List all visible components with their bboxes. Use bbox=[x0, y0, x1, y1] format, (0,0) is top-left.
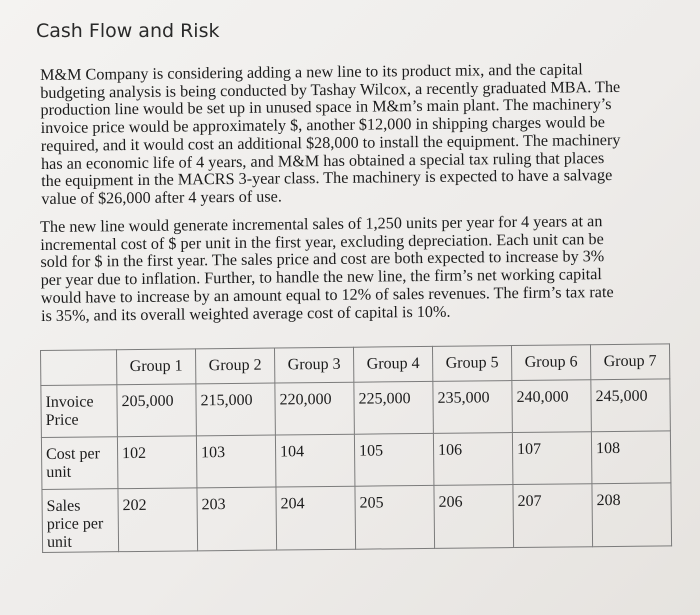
group-data-table bbox=[40, 343, 672, 553]
row-label-cell: Sales price per unit bbox=[42, 489, 119, 553]
table-header-cell: Group 4 bbox=[353, 346, 432, 382]
paragraph-line: the equipment in the MACRS 3-year class. The machinery is expected to have a salvage bbox=[41, 166, 613, 191]
table-cell: 206 bbox=[434, 485, 514, 549]
paragraph-line: has an economic life of 4 years, and M&M has obtained a special tax ruling that places bbox=[40, 148, 605, 173]
paragraph-line: budgeting analysis is being conducted by Tashay Wilcox, a recently graduated MBA. The bbox=[40, 77, 621, 102]
table-cell: 205,000 bbox=[117, 384, 197, 437]
table-cell: 225,000 bbox=[354, 381, 434, 434]
table-cell: 235,000 bbox=[433, 381, 513, 434]
table-cell: 108 bbox=[591, 431, 671, 484]
table-row bbox=[41, 379, 671, 438]
problem-paragraph-2 bbox=[40, 213, 653, 326]
table-header-cell: Group 2 bbox=[195, 348, 274, 384]
table-cell: 204 bbox=[276, 486, 356, 550]
table-cell: 105 bbox=[354, 433, 434, 486]
table-cell: 220,000 bbox=[275, 382, 355, 435]
paragraph-line: incremental cost of $ per unit in the first year, excluding depreciation. Each unit can be bbox=[40, 229, 604, 254]
row-label-cell: Invoice Price bbox=[41, 385, 118, 438]
group-data-table-container bbox=[40, 343, 672, 553]
paragraph-line: value of $26,000 after 4 years of use. bbox=[41, 187, 282, 208]
table-cell: 202 bbox=[118, 488, 198, 552]
table-cell: 207 bbox=[513, 484, 593, 548]
table-cell: 102 bbox=[117, 436, 197, 489]
table-cell: 215,000 bbox=[196, 383, 276, 436]
paragraph-line: required, and it would cost an additional $28,000 to install the equipment. The machinery bbox=[40, 130, 621, 155]
table-cell: 106 bbox=[433, 433, 513, 486]
table-cell: 104 bbox=[275, 434, 355, 487]
table-header-cell: Group 7 bbox=[590, 344, 669, 380]
paragraph-line: sold for $ in the first year. The sales price and cost are both expected to increase by 3% bbox=[40, 247, 605, 272]
table-cell: 240,000 bbox=[512, 380, 592, 433]
table-corner-cell bbox=[41, 350, 117, 386]
page-title: Cash Flow and Risk bbox=[36, 20, 220, 42]
table-header-cell: Group 1 bbox=[117, 349, 196, 385]
table-cell: 245,000 bbox=[591, 379, 671, 432]
paragraph-line: M&M Company is considering adding a new line to its product mix, and the capital bbox=[39, 60, 583, 84]
paragraph-line: invoice price would be approximately $, another $12,000 in shipping charges would be bbox=[40, 113, 606, 138]
paragraph-line: production line would be set up in unused space in M&m’s main plant. The machinery’s bbox=[40, 95, 612, 120]
problem-paragraph-1 bbox=[40, 61, 653, 209]
paragraph-line: is 35%, and its overall weighted average cost of capital is 10%. bbox=[40, 302, 451, 325]
paragraph-line: would have to increase by an amount equal to 12% of sales revenues. The firm’s tax rate bbox=[40, 282, 614, 307]
paragraph-line: per year due to inflation. Further, to handle the new line, the firm’s net working capital bbox=[40, 265, 602, 290]
table-cell: 208 bbox=[592, 483, 672, 547]
table-cell: 103 bbox=[196, 435, 276, 488]
table-row bbox=[41, 431, 671, 490]
table-cell: 107 bbox=[512, 432, 592, 485]
table-cell: 205 bbox=[355, 485, 435, 549]
table-header-cell: Group 3 bbox=[274, 347, 353, 383]
paragraph-line: The new line would generate incremental sales of 1,250 units per year for 4 years at an bbox=[39, 212, 603, 236]
table-header-cell: Group 6 bbox=[511, 345, 590, 381]
table-cell: 203 bbox=[197, 487, 277, 551]
row-label-cell: Cost per unit bbox=[41, 437, 118, 490]
table-header-cell: Group 5 bbox=[432, 346, 511, 382]
table-row bbox=[42, 483, 672, 553]
